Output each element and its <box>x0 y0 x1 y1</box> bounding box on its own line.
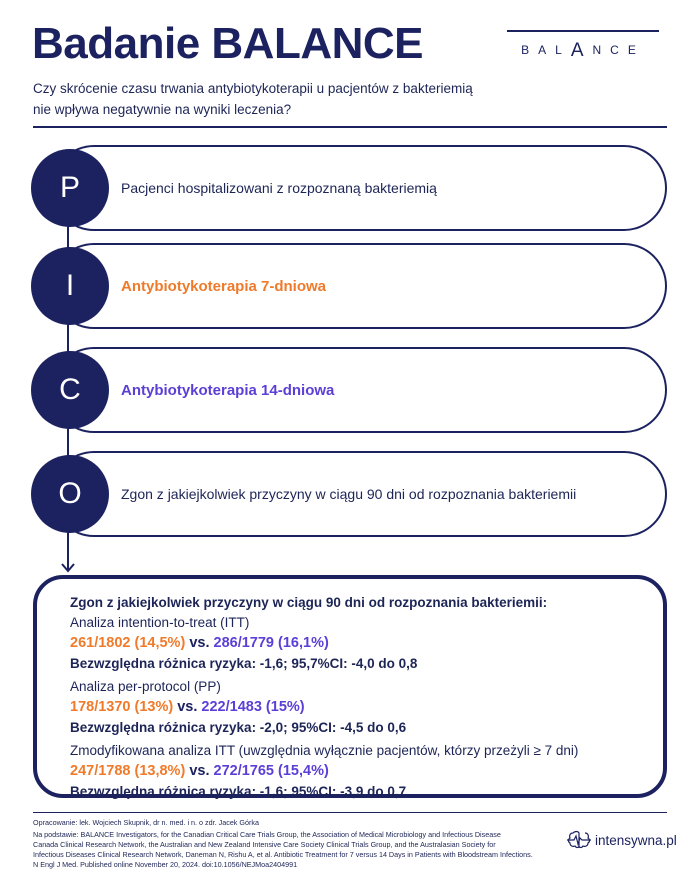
pico-text: Antybiotykoterapia 7-dniowa <box>121 277 327 295</box>
pico-row-i <box>31 243 667 329</box>
analysis-name: Analiza intention-to-treat (ITT) <box>70 615 250 630</box>
footer-divider <box>33 812 667 813</box>
header-divider <box>33 126 667 128</box>
pico-letter-badge: O <box>31 455 109 533</box>
footer-credits <box>33 818 553 870</box>
subtitle-line-2: nie wpływa negatywnie na wyniki leczenia? <box>33 102 292 117</box>
arm-7-day-value: 247/1788 (13,8%) <box>70 763 186 779</box>
pico-letter-badge: I <box>31 247 109 325</box>
analysis-values <box>70 761 663 782</box>
page-title: Badanie BALANCE <box>32 19 423 68</box>
results-heading: Zgon z jakiejkolwiek przyczyny w ciągu 90 dni od rozpoznania bakteriemii: <box>70 595 548 610</box>
brand-text: intensywna.pl <box>595 832 677 848</box>
risk-difference: Bezwzględna różnica ryzyka: -2,0; 95%CI: -4,5 do 0,6 <box>70 720 407 735</box>
footer-source-line: Na podstawie: BALANCE Investigators, for the Canadian Critical Care Trials Group, the Association of Medical Microbiology and Infectious Disease <box>33 830 501 839</box>
brand-logo <box>567 829 677 851</box>
pico-text: Antybiotykoterapia 14-dniowa <box>121 381 335 399</box>
pico-row-o <box>31 451 667 537</box>
footer-source-line: Canada Clinical Research Network, the Australian and New Zealand Intensive Care Society Clinical Trials Group, and the Australasian Society for <box>33 840 496 849</box>
pico-text: Pacjenci hospitalizowani z rozpoznaną bakteriemią <box>121 180 437 196</box>
arm-14-day-value: 286/1779 (16,1%) <box>213 635 329 651</box>
vs-label: vs. <box>177 699 198 715</box>
footer-authors: Opracowanie: lek. Wojciech Skupnik, dr n. med. i n. o zdr. Jacek Górka <box>33 818 259 827</box>
arm-7-day-value: 261/1802 (14,5%) <box>70 635 186 651</box>
logo-text: BALANCE <box>521 40 645 61</box>
subtitle-line-1: Czy skrócenie czasu trwania antybiotykoterapii u pacjentów z bakteriemią <box>33 81 473 96</box>
arrow-down-icon <box>61 563 75 573</box>
pico-text: Zgon z jakiejkolwiek przyczyny w ciągu 90 dni od rozpoznania bakteriemii <box>121 486 577 502</box>
analysis-values <box>70 633 663 654</box>
footer-source-line: N Engl J Med. Published online November 20, 2024. doi:10.1056/NEJMoa2404991 <box>33 860 298 869</box>
heartbeat-brain-icon <box>567 829 591 851</box>
results-box <box>33 575 667 798</box>
vs-label: vs. <box>189 635 210 651</box>
analysis-values <box>70 697 663 718</box>
analysis-name: Zmodyfikowana analiza ITT (uwzględnia wyłącznie pacjentów, którzy przeżyli ≥ 7 dni) <box>70 743 579 758</box>
arm-7-day-value: 178/1370 (13%) <box>70 699 174 715</box>
footer-source-line: Infectious Diseases Clinical Research Network, Daneman N, Rishu A, et al. Antibiotic Treatment for 7 versus 14 Days in Patients with Bloodstream Infections. <box>33 850 533 859</box>
subtitle <box>33 78 553 120</box>
arm-14-day-value: 272/1765 (15,4%) <box>213 763 329 779</box>
pico-letter-badge: P <box>31 149 109 227</box>
risk-difference: Bezwzględna różnica ryzyka: -1,6; 95%CI: -3,9 do 0,7 <box>70 784 407 799</box>
logo-bar <box>507 30 659 32</box>
balance-logo <box>507 30 659 61</box>
risk-difference: Bezwzględna różnica ryzyka: -1,6; 95,7%CI: -4,0 do 0,8 <box>70 656 418 671</box>
pico-row-p <box>31 145 667 231</box>
pico-letter-badge: C <box>31 351 109 429</box>
vs-label: vs. <box>189 763 210 779</box>
analysis-name: Analiza per-protocol (PP) <box>70 679 221 694</box>
pico-row-c <box>31 347 667 433</box>
arm-14-day-value: 222/1483 (15%) <box>201 699 305 715</box>
